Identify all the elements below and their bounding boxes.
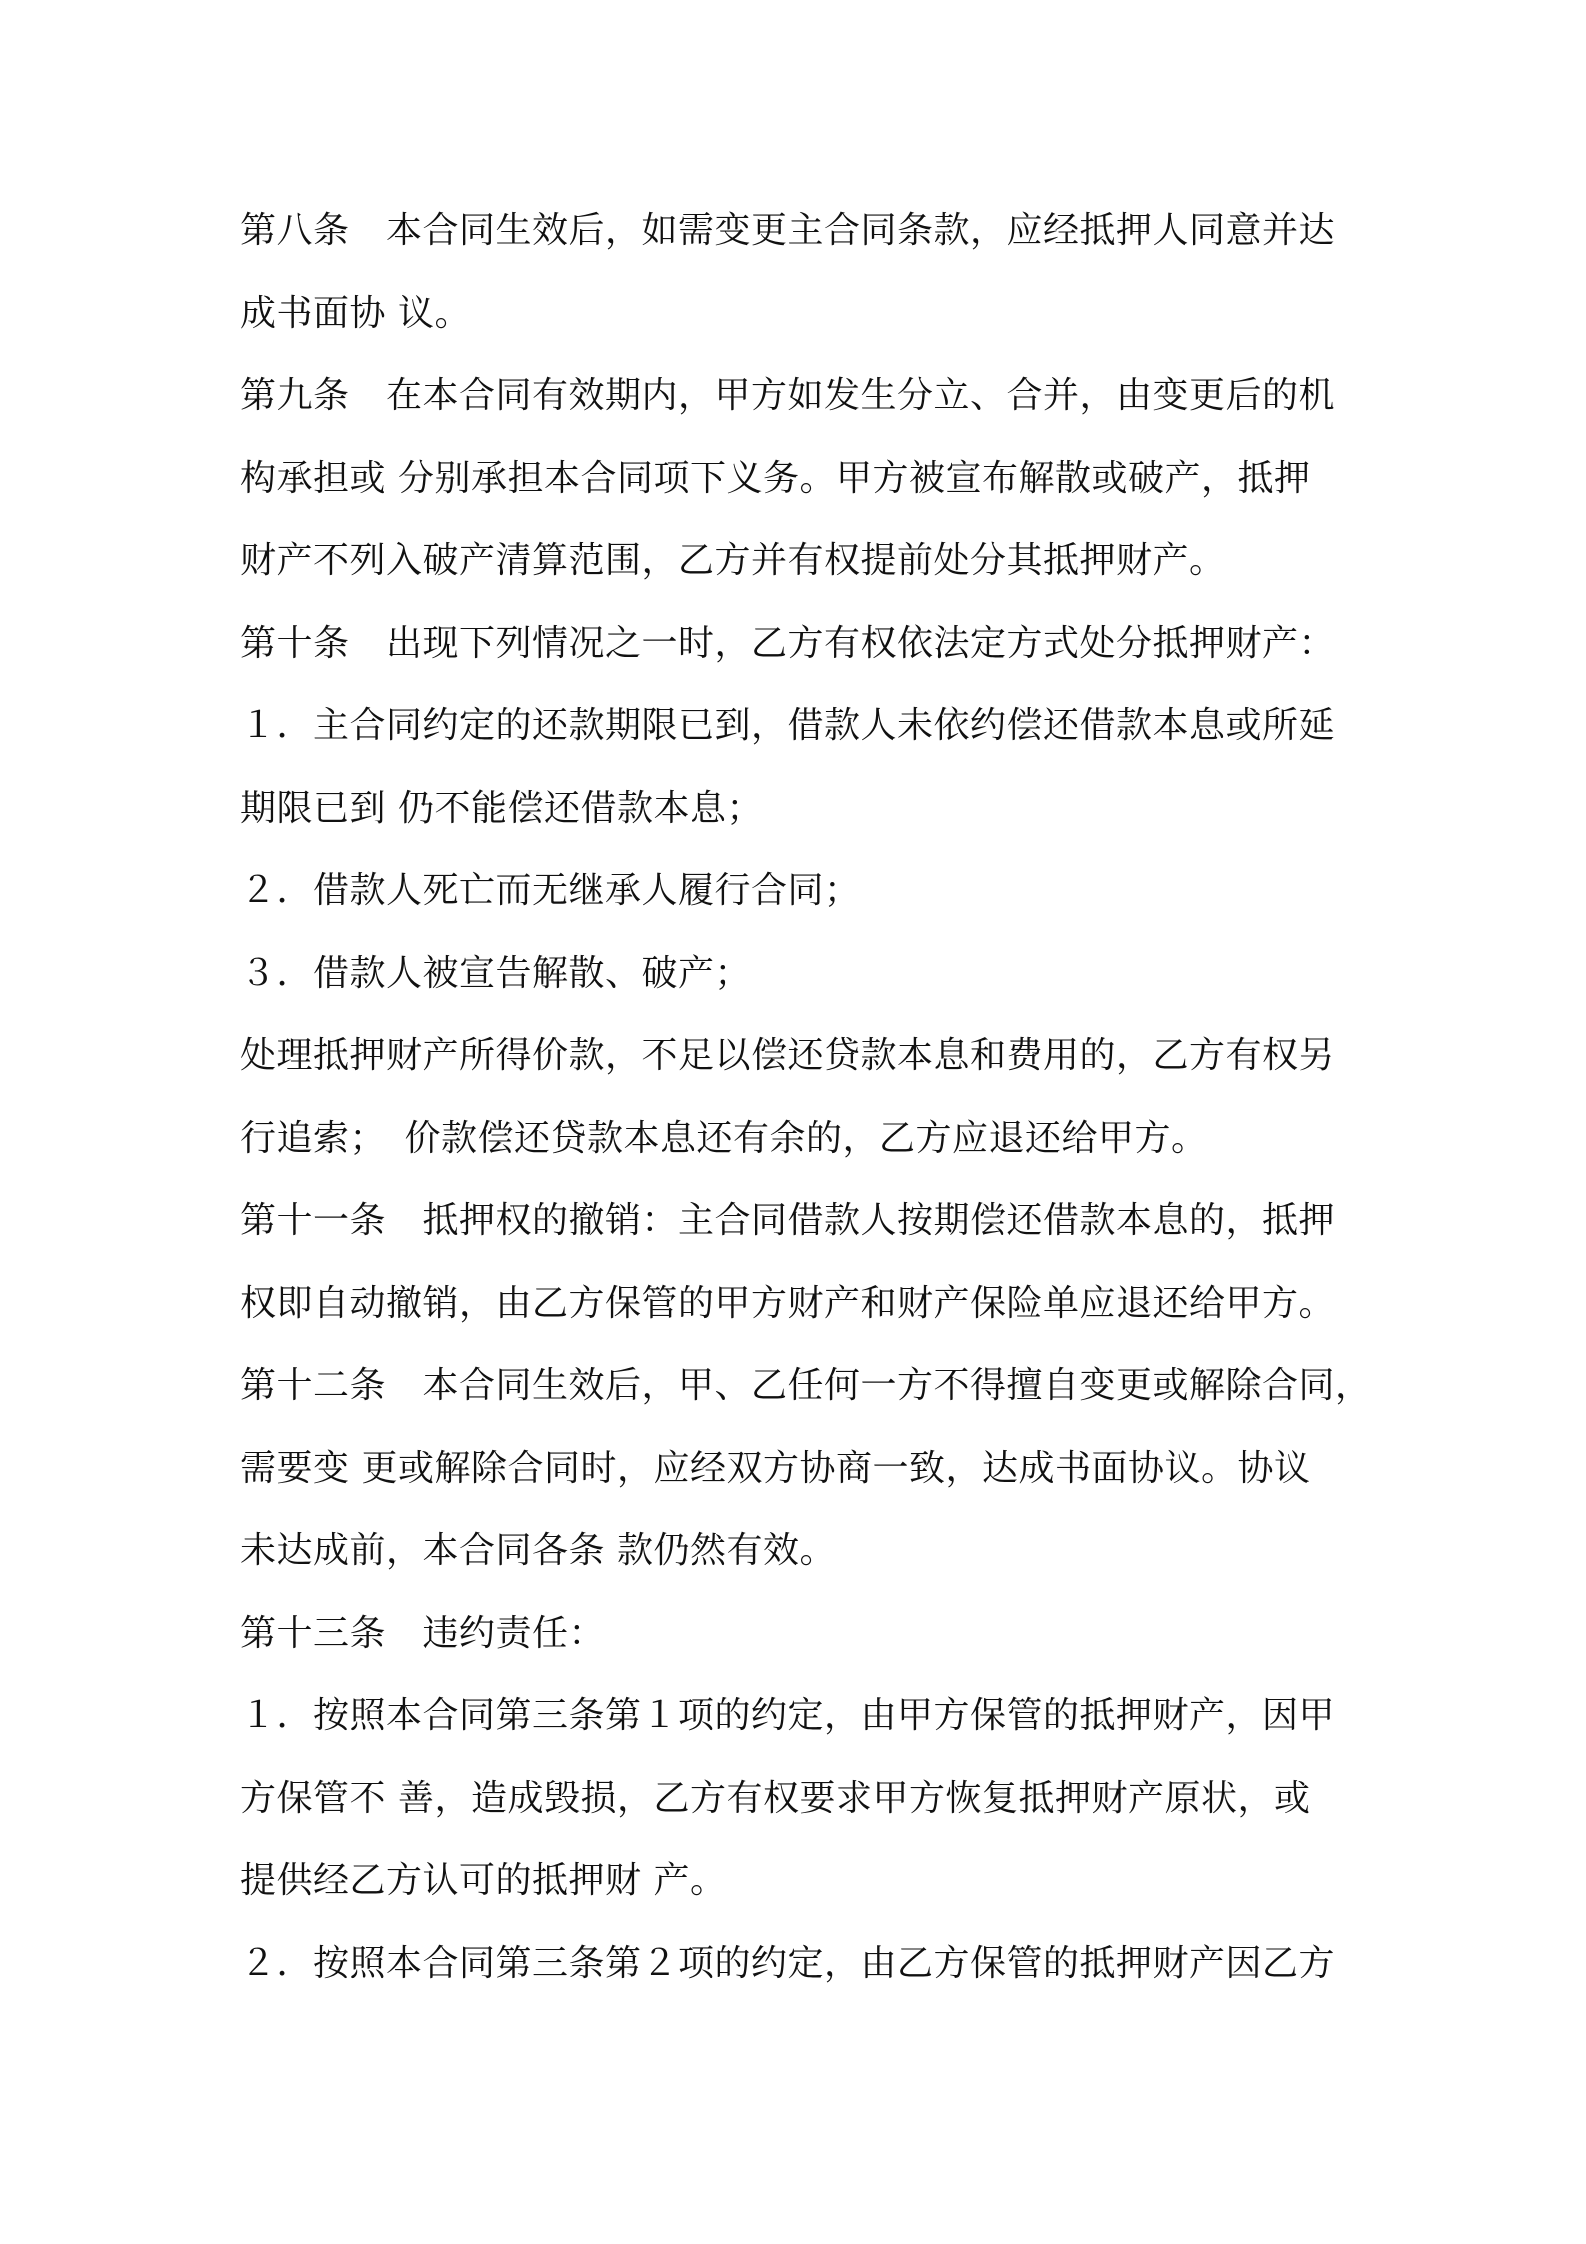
text-line: 财产不列入破产清算范围，乙方并有权提前处分其抵押财产。: [240, 540, 1226, 581]
text-line: 提供经乙方认可的抵押财 产。: [240, 1860, 727, 1901]
text-line: 未达成前，本合同各条 款仍然有效。: [240, 1530, 836, 1571]
contract-text: [240, 198, 1372, 2013]
text-line: 成书面协 议。: [240, 292, 471, 334]
text-line: ２．按照本合同第三条第２项的约定，由乙方保管的抵押财产因乙方: [240, 1942, 1336, 1984]
text-line: 第十二条 本合同生效后，甲、乙任何一方不得擅自变更或解除合同，: [240, 1365, 1372, 1406]
text-line: ２．借款人死亡而无继承人履行合同；: [240, 870, 861, 911]
text-line: 第八条 本合同生效后，如需变更主合同条款，应经抵押人同意并达: [240, 210, 1336, 251]
text-line: 行追索； 价款偿还贷款本息还有余的，乙方应退还给甲方。: [240, 1117, 1208, 1159]
text-line: １．主合同约定的还款期限已到，借款人未依约偿还借款本息或所延: [240, 705, 1336, 746]
text-line: 方保管不 善，造成毁损，乙方有权要求甲方恢复抵押财产原状，或: [240, 1777, 1311, 1819]
text-line: １．按照本合同第三条第１项的约定，由甲方保管的抵押财产，因甲: [240, 1695, 1336, 1736]
text-line: ３．借款人被宣告解散、破产；: [240, 952, 752, 994]
text-line: 构承担或 分别承担本合同项下义务。甲方被宣布解散或破产，抵押: [240, 457, 1311, 499]
text-line: 期限已到 仍不能偿还借款本息；: [240, 787, 763, 829]
text-line: 第九条 在本合同有效期内，甲方如发生分立、合并，由变更后的机: [240, 375, 1336, 416]
text-line: 权即自动撤销，由乙方保管的甲方财产和财产保险单应退还给甲方。: [240, 1282, 1336, 1324]
text-line: 第十一条 抵押权的撤销：主合同借款人按期偿还借款本息的，抵押: [240, 1200, 1336, 1241]
text-line: 第十三条 违约责任：: [240, 1612, 606, 1654]
text-line: 第十条 出现下列情况之一时，乙方有权依法定方式处分抵押财产：: [240, 622, 1336, 664]
text-line: 需要变 更或解除合同时，应经双方协商一致，达成书面协议。协议: [240, 1447, 1311, 1489]
text-line: 处理抵押财产所得价款，不足以偿还贷款本息和费用的，乙方有权另: [240, 1035, 1336, 1076]
